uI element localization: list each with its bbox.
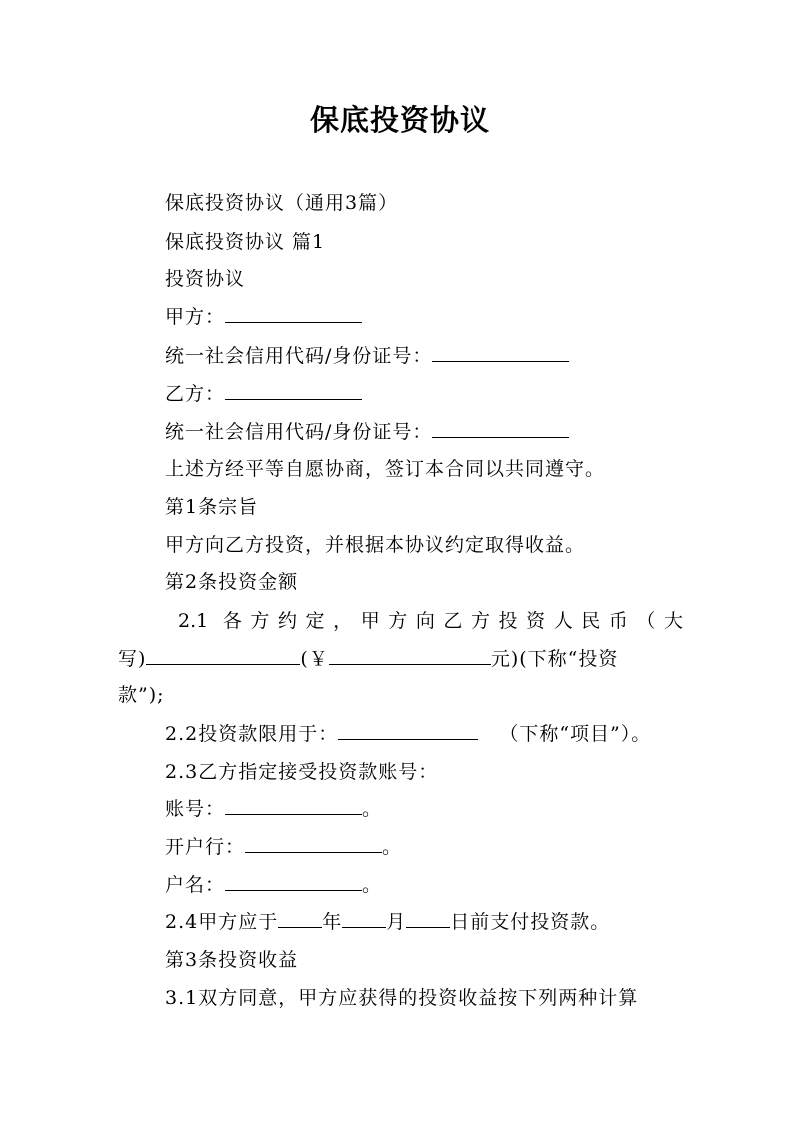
clause-2-3-line: 2.3乙方指定接受投资款账号： — [165, 761, 439, 783]
year-label: 年 — [322, 911, 343, 933]
capital-amount-blank — [146, 645, 300, 665]
year-blank — [278, 908, 322, 928]
clause-2-1-line2 — [118, 644, 618, 674]
party-b-id-blank — [432, 418, 569, 438]
party-b-label: 乙方： — [165, 383, 226, 405]
bank-line — [165, 832, 402, 862]
subtitle-line: 保底投资协议（通用3篇） — [165, 192, 399, 214]
payment-date-label: 2.4甲方应于 — [165, 911, 279, 933]
party-b-id-line — [165, 417, 569, 447]
amount-suffix: 元)(下称“投资 — [490, 648, 619, 670]
article-3-heading: 第3条投资收益 — [165, 949, 299, 971]
clause-3-1-line: 3.1双方同意，甲方应获得的投资收益按下列两种计算 — [165, 987, 639, 1009]
article-1-heading: 第1条宗旨 — [165, 496, 259, 518]
party-a-blank — [225, 303, 362, 323]
article-2-heading: 第2条投资金额 — [165, 571, 299, 593]
party-a-id-label: 统一社会信用代码/身份证号： — [165, 345, 433, 367]
capital-amount-label: 写) — [118, 648, 147, 670]
usage-label: 2.2投资款限用于： — [165, 723, 339, 745]
bank-blank — [245, 833, 382, 853]
clause-2-4-line — [165, 907, 610, 937]
party-a-line — [165, 302, 362, 332]
account-name-end: 。 — [362, 874, 383, 896]
article-1-text: 甲方向乙方投资，并根据本协议约定取得收益。 — [165, 534, 586, 556]
preamble-text: 上述方经平等自愿协商，签订本合同以共同遵守。 — [165, 458, 606, 480]
account-number-end: 。 — [362, 798, 383, 820]
month-label: 月 — [386, 911, 407, 933]
party-a-label: 甲方： — [165, 306, 226, 328]
account-name-line — [165, 870, 382, 900]
account-number-label: 账号： — [165, 798, 226, 820]
bank-label: 开户行： — [165, 836, 246, 858]
agreement-heading: 投资协议 — [165, 268, 246, 290]
numeric-amount-label: (￥ — [300, 648, 329, 670]
payment-date-suffix: 日前支付投资款。 — [450, 911, 611, 933]
party-a-id-blank — [432, 342, 569, 362]
clause-2-1-line1: 2.1 各方约定，甲方向乙方投资人民币（大 — [178, 610, 683, 632]
day-blank — [406, 908, 450, 928]
usage-suffix: （下称“项目”）。 — [499, 723, 652, 745]
party-b-blank — [225, 380, 362, 400]
section-heading: 保底投资协议 篇1 — [165, 231, 326, 253]
party-a-id-line — [165, 341, 569, 371]
month-blank — [342, 908, 386, 928]
account-name-label: 户名： — [165, 874, 226, 896]
account-number-line — [165, 794, 382, 824]
account-number-blank — [225, 795, 362, 815]
account-name-blank — [225, 871, 362, 891]
clause-2-1-line3: 款”); — [118, 684, 165, 706]
clause-2-2-line — [165, 719, 651, 749]
numeric-amount-blank — [329, 645, 491, 665]
party-b-line — [165, 379, 362, 409]
document-title: 保底投资协议 — [309, 103, 490, 137]
usage-blank — [338, 720, 478, 740]
party-b-id-label: 统一社会信用代码/身份证号： — [165, 421, 433, 443]
bank-end: 。 — [382, 836, 403, 858]
